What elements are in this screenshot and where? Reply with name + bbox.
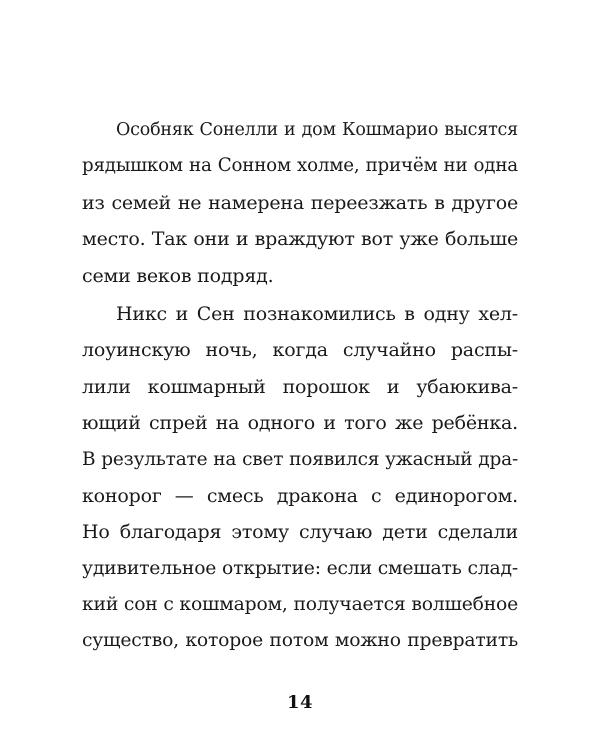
body-text	[82, 112, 518, 660]
text-line: ющий спрей на одного и того же ребёнка.	[82, 412, 518, 435]
page-number: 14	[286, 692, 314, 713]
paragraph-1	[82, 112, 518, 294]
text-line: Особняк Сонелли и дом Кошмарио высятся	[116, 120, 518, 140]
text-line: рядышком на Сонном холме, причём ни одна	[82, 155, 518, 177]
text-line: кий сон с кошмаром, получается волшебное	[82, 594, 518, 616]
text-line: В результате на свет появился ужасный дра-	[82, 448, 518, 470]
text-line: лоуинскую ночь, когда случайно распы-	[82, 339, 518, 362]
text-line: Но благодаря этому случаю дети сделали	[82, 521, 518, 544]
paragraph-2	[82, 296, 518, 660]
text-line: Никс и Сен познакомились в одну хел-	[116, 302, 518, 325]
text-line: конорог — смесь дракона с единорогом.	[82, 484, 518, 507]
text-line: удивительное открытие: если смешать слад-	[82, 557, 518, 579]
text-line: лили кошмарный порошок и убаюкива-	[82, 375, 518, 398]
text-line: место. Так они и враждуют вот уже больше	[82, 228, 518, 251]
text-line: из семей не намерена переезжать в другое	[82, 191, 518, 214]
text-line: семи веков подряд.	[82, 264, 274, 287]
text-line: существо, которое потом можно превратить	[82, 630, 518, 652]
